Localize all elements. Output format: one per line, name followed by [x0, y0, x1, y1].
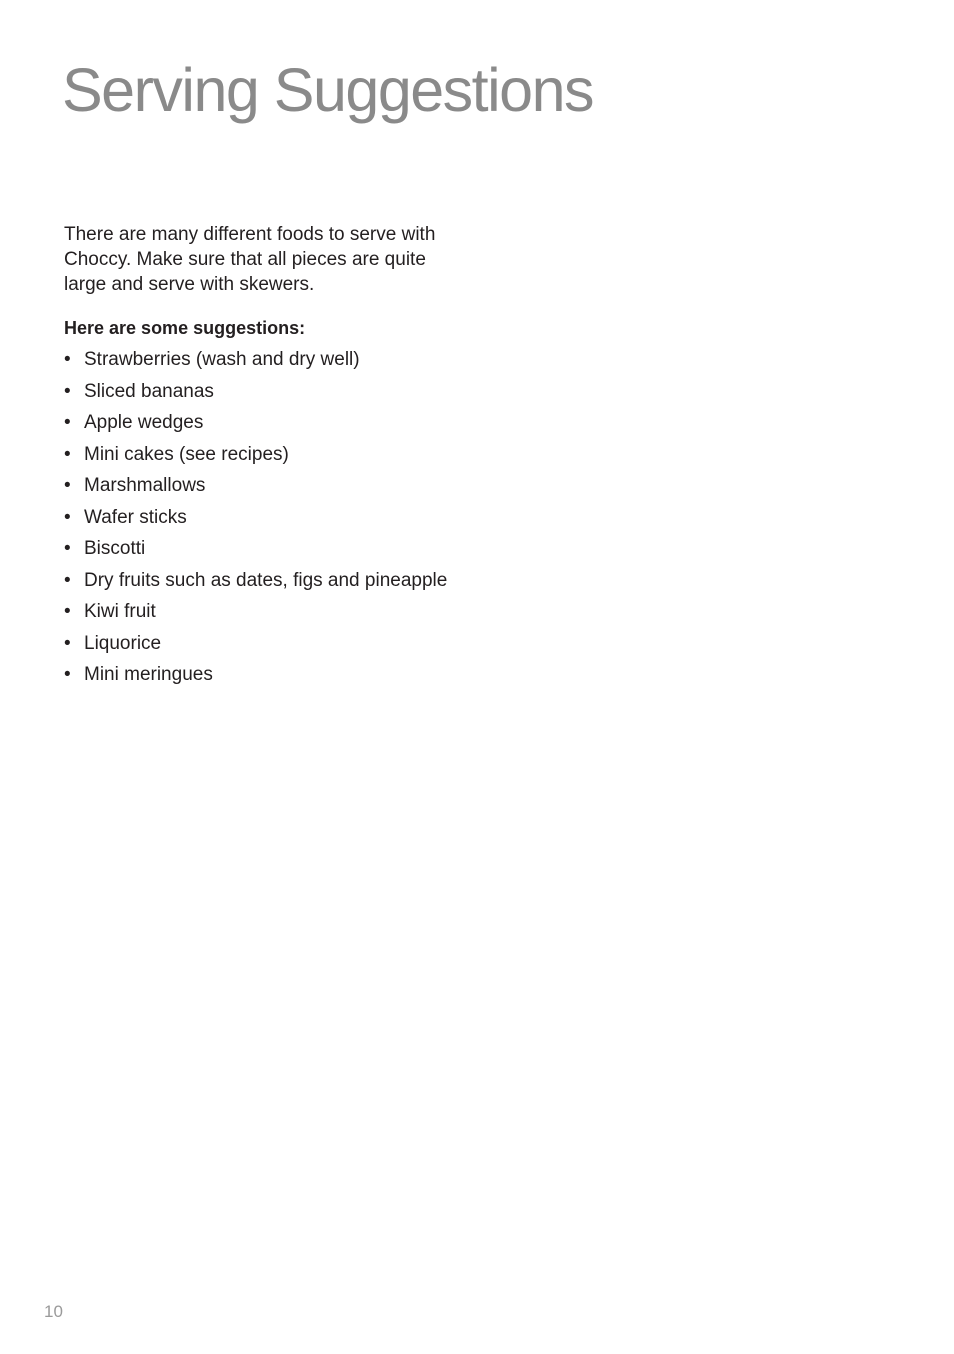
suggestions-list [64, 346, 447, 693]
list-item [64, 441, 447, 473]
intro-paragraph [64, 222, 464, 297]
list-item-text: Liquorice [84, 632, 162, 654]
bullet-icon: • [64, 664, 71, 685]
list-item [64, 661, 447, 693]
bullet-icon: • [64, 632, 71, 654]
page-number: 10 [44, 1302, 63, 1321]
list-item [64, 472, 447, 504]
bullet-icon: • [64, 412, 71, 433]
list-item [64, 409, 447, 441]
list-item-text: Strawberries (wash and dry well) [84, 349, 360, 370]
list-item [64, 504, 447, 536]
bullet-icon: • [64, 538, 71, 559]
list-item-text: Mini cakes (see recipes) [84, 443, 289, 465]
list-item-text: Dry fruits such as dates, figs and pineapple [84, 569, 448, 591]
bullet-icon: • [64, 601, 71, 622]
list-item [64, 346, 447, 378]
list-item-text: Marshmallows [84, 475, 206, 496]
list-item-text: Apple wedges [84, 412, 204, 433]
bullet-icon: • [64, 443, 71, 465]
bullet-icon: • [64, 380, 71, 402]
list-item [64, 567, 447, 599]
list-item-text: Biscotti [84, 538, 146, 559]
list-item-text: Mini meringues [84, 664, 213, 685]
list-item [64, 598, 447, 630]
list-item [64, 630, 447, 662]
list-item [64, 378, 447, 410]
intro-line: There are many different foods to serve with [64, 224, 436, 245]
list-item-text: Sliced bananas [84, 380, 214, 402]
bullet-icon: • [64, 506, 71, 528]
bullet-icon: • [64, 349, 71, 370]
intro-line: Choccy. Make sure that all pieces are quite [64, 249, 426, 270]
list-item-text: Wafer sticks [84, 506, 187, 528]
list-item [64, 535, 447, 567]
bullet-icon: • [64, 569, 71, 591]
intro-line: large and serve with skewers. [64, 274, 315, 295]
bullet-icon: • [64, 475, 71, 496]
suggestions-heading: Here are some suggestions: [64, 318, 306, 338]
list-item-text: Kiwi fruit [84, 601, 156, 622]
page-title: Serving Suggestions [62, 56, 594, 124]
